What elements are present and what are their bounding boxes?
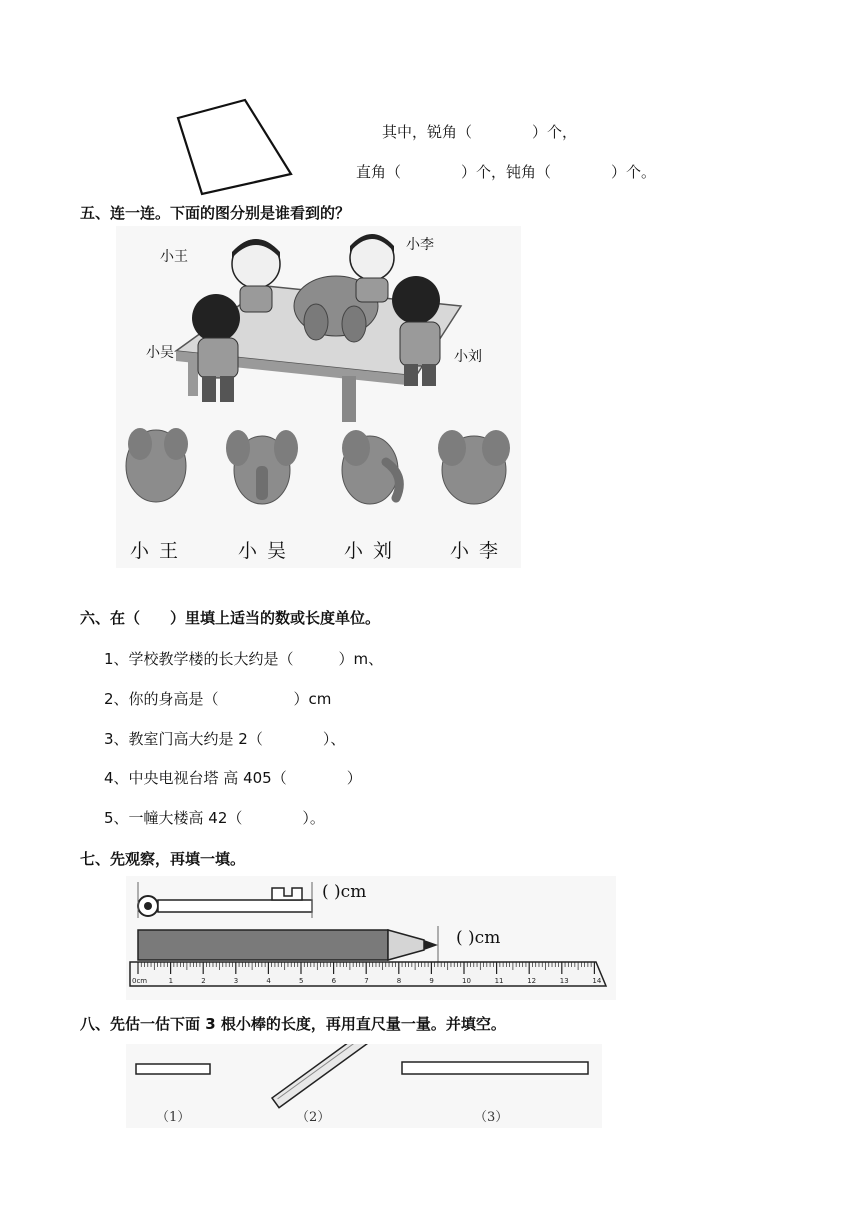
ruler-tick-label: 5: [299, 977, 304, 985]
ruler-tick-label: 7: [364, 977, 369, 985]
ruler-tick-label: 0cm: [132, 977, 148, 985]
ruler-tick-label: 12: [527, 977, 537, 985]
elephant-view-3: [342, 430, 399, 504]
ruler-tick-label: 2: [201, 977, 206, 985]
elephant-view-4: [438, 430, 510, 504]
q6-item-5: 5、一幢大楼高 42（ ）。: [104, 809, 325, 827]
q8-title: 八、先估一估下面 3 根小棒的长度，再用直尺量一量。并填空。: [80, 1015, 506, 1033]
answer-label-2: 小吴: [238, 540, 297, 562]
scene-label-wang: 小王: [160, 249, 188, 265]
q4-acute-line: 其中，锐角（ ）个，: [382, 123, 578, 141]
stick-label-1: （1）: [156, 1110, 191, 1125]
q7-title: 七、先观察，再填一填。: [80, 850, 246, 868]
answer-label-4: 小李: [450, 540, 509, 562]
ruler-tick-label: 8: [396, 977, 402, 985]
ruler-tick-label: 13: [559, 977, 569, 985]
stick-1: [136, 1064, 210, 1074]
table-scene: [116, 226, 521, 568]
stick-2: [272, 1044, 370, 1108]
q5-observation-illustration: [116, 226, 521, 568]
ruler-tick-label: 1: [168, 977, 174, 985]
ruler-tick-label: 4: [266, 977, 271, 985]
quadrilateral-figure: [172, 96, 300, 200]
q6-item-4: 4、中央电视台塔 高 405（ ）: [104, 769, 362, 787]
q8-sticks-illustration: [126, 1044, 602, 1128]
ruler-tick-label: 6: [331, 977, 337, 985]
ruler: [130, 962, 606, 986]
stick-label-3: （3）: [474, 1110, 509, 1125]
key-length-blank[interactable]: ( )cm: [322, 882, 367, 902]
ruler-tick-label: 9: [429, 977, 434, 985]
key-object: [138, 882, 312, 918]
q6-item-3: 3、教室门高大约是 2（ ）、: [104, 730, 346, 748]
pencil-length-blank[interactable]: ( )cm: [456, 928, 501, 948]
q4-right-obtuse-line: 直角（ ）个，钝角（ ）个。: [356, 163, 657, 181]
ruler-tick-label: 11: [494, 977, 504, 985]
q6-item-2: 2、你的身高是（ ）cm: [104, 690, 332, 708]
scene-label-li: 小李: [406, 237, 434, 253]
scene-label-liu: 小刘: [454, 349, 482, 365]
answer-label-1: 小王: [130, 540, 189, 562]
q5-title: 五、连一连。下面的图分别是谁看到的？: [80, 204, 351, 222]
q6-title: 六、在（ ）里填上适当的数或长度单位。: [80, 609, 381, 627]
elephant-view-1: [126, 428, 188, 502]
pencil-object: [138, 926, 438, 962]
answer-label-3: 小刘: [344, 540, 403, 562]
stick-label-2: （2）: [296, 1110, 331, 1125]
ruler-tick-label: 10: [462, 977, 471, 985]
q6-item-1: 1、学校教学楼的长大约是（ ）m、: [104, 650, 384, 668]
ruler-tick-label: 14: [592, 977, 602, 985]
stick-3: [402, 1062, 588, 1074]
scene-label-wu: 小吴: [146, 345, 174, 361]
ruler-tick-label: 3: [233, 977, 239, 985]
q7-ruler-illustration: [126, 876, 616, 1000]
elephant-view-2: [226, 430, 298, 504]
